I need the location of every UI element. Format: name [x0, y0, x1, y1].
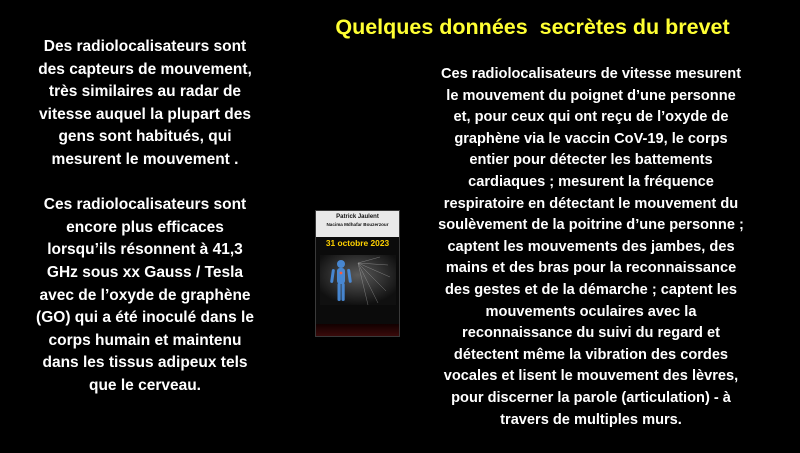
text-line: que le cerveau. — [88, 376, 201, 394]
book-cover-footer-band — [316, 324, 399, 336]
book-cover-image — [315, 210, 400, 337]
text-line: respiratoire en détectant le mouvement du — [443, 195, 739, 212]
book-date: 31 octobre 2023 — [325, 238, 390, 248]
text-line: cardiaques ; mesurent la fréquence — [468, 173, 714, 190]
book-cover-illustration — [320, 255, 396, 305]
text-line: lorsqu’ils résonnent à 41,3 — [47, 241, 243, 259]
text-line: détectent même la vibration des cordes — [453, 346, 729, 363]
text-line: gens sont habitués, qui — [58, 128, 232, 146]
text-line: entier pour détecter les battements — [469, 152, 713, 169]
text-line: encore plus efficaces — [66, 218, 224, 236]
slide-title: Quelques données secrètes du brevet — [335, 15, 730, 39]
text-line: mouvements oculaires avec la — [485, 303, 697, 320]
text-line: dans les tissus adipeux tels — [42, 354, 248, 372]
text-line: mains et des bras pour la reconnaissance — [445, 260, 737, 277]
left-text-column — [4, 36, 286, 398]
text-line: graphène via le vaccin CoV-19, le corps — [454, 130, 728, 147]
text-line: Ces radiolocalisateurs sont — [43, 196, 247, 214]
right-paragraph — [398, 64, 784, 431]
text-line: avec de l’oxyde de graphène — [39, 286, 251, 304]
right-text-column — [398, 64, 784, 431]
text-line: et, pour ceux qui ont reçu de l’oxyde de — [453, 109, 729, 126]
text-line: reconnaissance du suivi du regard et — [462, 325, 720, 342]
book-author: Patrick Jaulent — [336, 214, 379, 220]
text-line: des gestes et de la démarche ; captent les — [445, 281, 737, 298]
text-line: vitesse auquel la plupart des — [39, 105, 251, 123]
text-line: captent les mouvements des jambes, des — [447, 238, 735, 255]
text-line: soulèvement de la poitrine d’une personne ; — [438, 217, 744, 234]
text-line: GHz sous xx Gauss / Tesla — [46, 263, 244, 281]
left-paragraph-2 — [4, 194, 286, 397]
text-line: travers de multiples murs. — [500, 411, 682, 428]
text-line: (GO) qui a été inoculé dans le — [36, 309, 254, 327]
text-line: Ces radiolocalisateurs de vitesse mesurent — [440, 66, 742, 82]
text-line: pour discerner la parole (articulation) - à — [451, 389, 731, 406]
text-line: Des radiolocalisateurs sont — [43, 38, 247, 55]
text-line: mesurent le mouvement . — [51, 150, 239, 168]
text-line: le mouvement du poignet d’une personne — [446, 87, 736, 104]
text-line: des capteurs de mouvement, — [38, 60, 252, 78]
text-line: vocales et lisent le mouvement des lèvres, — [443, 368, 739, 385]
text-line: corps humain et maintenu — [48, 331, 242, 349]
book-coauthor: Nacima Mdhafar Bouzerzour — [326, 222, 389, 227]
left-paragraph-1 — [4, 36, 286, 172]
text-line: très similaires au radar de — [48, 83, 242, 101]
